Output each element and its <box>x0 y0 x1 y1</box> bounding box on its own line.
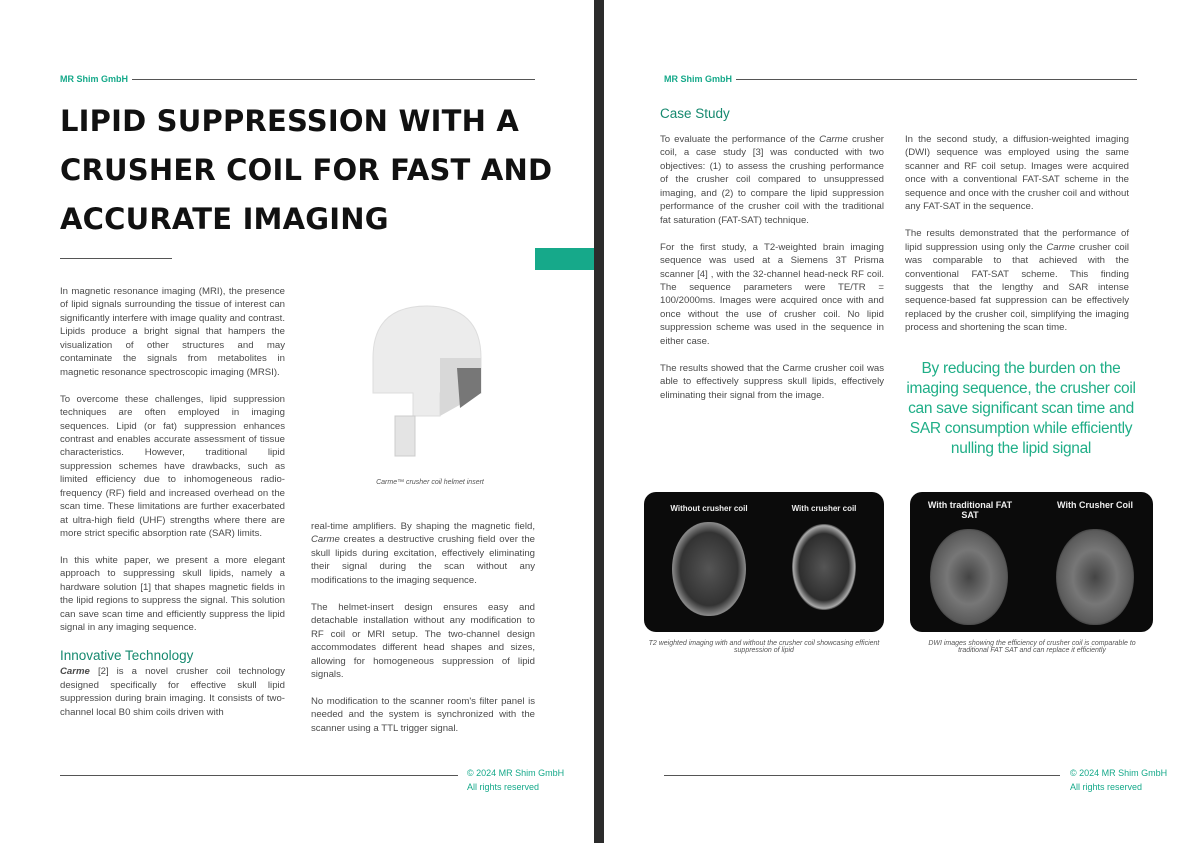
case-study-heading: Case Study <box>660 106 730 121</box>
pull-quote: By reducing the burden on the imaging sequence, the crusher coil can save significant scan time and SAR consumption while efficiently nulling the lipid signal <box>906 360 1136 457</box>
paragraph <box>660 133 884 227</box>
paragraph <box>311 520 535 587</box>
mri-scan <box>1056 529 1134 625</box>
paragraph: To overcome these challenges, lipid suppression techniques are often employed in imaging sequences. Lipid (or fat) suppression enhances contrast and enables accurate assessment of tissue characteristics. However, traditional lipid suppression schemes have drawbacks, such as limited efficiency due to inhomogeneous radio-frequency (RF) field and increased overhead on the scan time. These limitations are further exacerbated at ultra-high field (UHF) strengths where there are more strict specific absorption rate (SAR) limits. <box>60 393 285 540</box>
paragraph-text: To evaluate the performance of the <box>660 134 820 145</box>
figure-label: With traditional FAT SAT <box>927 500 1013 520</box>
carme-term: Carme <box>60 666 90 678</box>
paragraph <box>60 665 285 719</box>
paragraph: In this white paper, we present a more elegant approach to suppressing skull lipids, namely a hardware solution [1] that shapes magnetic fields in the lipid regions to suppress the signal. This solution can save scan time and efficiently suppress the lipid signal in any imaging sequence. <box>60 555 285 634</box>
helmet-insert-image <box>365 298 495 468</box>
accent-block <box>535 248 594 270</box>
case-column-1 <box>660 133 884 415</box>
copyright: © 2024 MR Shim GmbH <box>1070 768 1168 778</box>
paragraph: For the first study, a T2-weighted brain imaging sequence was used at a Siemens 3T Prisma scanner [4] , with the 32-channel head-neck RF coil. The sequence parameters were TE/TR = 100/2000ms. Images were acquired once with and once without the use of crusher coil. No lipid suppression scheme was used in the sequence in either case. <box>660 241 884 347</box>
page-title <box>60 97 580 244</box>
title-line: LIPID SUPPRESSION WITH A <box>60 104 520 138</box>
footer-rule <box>60 775 458 776</box>
mri-scan <box>672 522 746 616</box>
paragraph: The results showed that the Carme crusher coil was able to effectively suppress skull lipids, effectively eliminating their signal from the image. <box>660 362 884 401</box>
paragraph-text: [2] is a novel crusher coil technology designed specifically for effective skull lipid suppression during brain imaging. It consists of two-channel local B0 shim coils driven with <box>60 666 285 718</box>
section-heading: Innovative Technology <box>60 647 194 663</box>
paragraph: The helmet-insert design ensures easy and detachable installation without any modification to RF coil or MRI setup. The two-channel design accommodates different head shapes and sizes, allowing for homogeneous suppression of lipid signals. <box>311 601 535 680</box>
brand-header: MR Shim GmbH <box>60 74 129 84</box>
paragraph-text: creates a destructive crushing field over the skull lipids during excitation, effectively eliminating their signal during the scan without any modifications to the imaging sequence. <box>311 534 535 586</box>
paragraph-text: crusher coil, a case study [3] was conducted with two objectives: (1) to assess the crushing performance of the crusher coil compared to unsuppressed imaging, and (2) to compare the lipid suppression performance of the crusher coil with the traditional fat saturation (FAT-SAT) technique. <box>660 134 884 226</box>
second-column <box>311 520 535 749</box>
mri-scan <box>930 529 1008 625</box>
paragraph: In the second study, a diffusion-weighted imaging (DWI) sequence was employed using the same scanner and RF coil setup. Images were acquired once with a conventional FAT-SAT scheme in the sequence and once with the crusher coil and without any FAT-SAT in the sequence. <box>905 134 1129 213</box>
figure-caption: T2 weighted imaging with and without the crusher coil showcasing efficient suppression of lipid <box>648 640 880 654</box>
rights: All rights reserved <box>1070 782 1143 792</box>
paragraph-text: The results demonstrated that the performance of lipid suppression using only the <box>905 228 1129 253</box>
page-2 <box>604 0 1200 843</box>
carme-term: Carme <box>311 534 340 546</box>
figure-label: With crusher coil <box>791 504 857 513</box>
carme-term: Carme <box>819 134 848 145</box>
image-caption: Carme™ crusher coil helmet insert <box>376 479 484 486</box>
header-rule <box>132 79 535 80</box>
brand-header: MR Shim GmbH <box>664 74 733 84</box>
title-underline <box>60 258 172 259</box>
case-column-2 <box>905 133 1129 348</box>
page-1 <box>0 0 594 843</box>
intro-column <box>60 285 285 732</box>
paragraph: In magnetic resonance imaging (MRI), the presence of lipid signals surrounding the tissue of interest can significantly interfere with image quality and contrast. Lipids produce a bright signal that hampers the visualization of other structures and may contaminate the signals from metabolites in magnetic resonance spectroscopic imaging (MRSI). <box>60 286 285 378</box>
figure-caption: DWI images showing the efficiency of crusher coil is comparable to traditional FAT SAT and can replace it efficiently <box>928 640 1136 654</box>
paragraph <box>905 227 1129 335</box>
carme-term: Carme <box>1046 241 1076 253</box>
title-line: CRUSHER COIL FOR FAST AND <box>60 153 553 187</box>
footer <box>467 766 564 794</box>
footer <box>1070 766 1167 794</box>
rights: All rights reserved <box>467 782 540 792</box>
dwi-figure <box>910 492 1153 632</box>
title-line: ACCURATE IMAGING <box>60 202 389 236</box>
paragraph: No modification to the scanner room's filter panel is needed and the system is synchronized with the scanner using a TTL trigger signal. <box>311 695 535 734</box>
mri-scan <box>792 524 856 610</box>
copyright: © 2024 MR Shim GmbH <box>467 768 565 778</box>
paragraph-text: real-time amplifiers. By shaping the magnetic field, <box>311 521 535 532</box>
footer-rule <box>664 775 1060 776</box>
figure-label: With Crusher Coil <box>1057 500 1133 510</box>
header-rule <box>736 79 1137 80</box>
figure-label: Without crusher coil <box>670 504 748 513</box>
t2-figure <box>644 492 884 632</box>
paragraph-text: crusher coil was comparable to that achieved with the conventional FAT-SAT scheme. This finding suggests that the lengthy and SAR intense sequence-based fat suppression can be effectively replaced by the crusher coil, simplifying the imaging process and shortening the scan time. <box>905 241 1129 334</box>
